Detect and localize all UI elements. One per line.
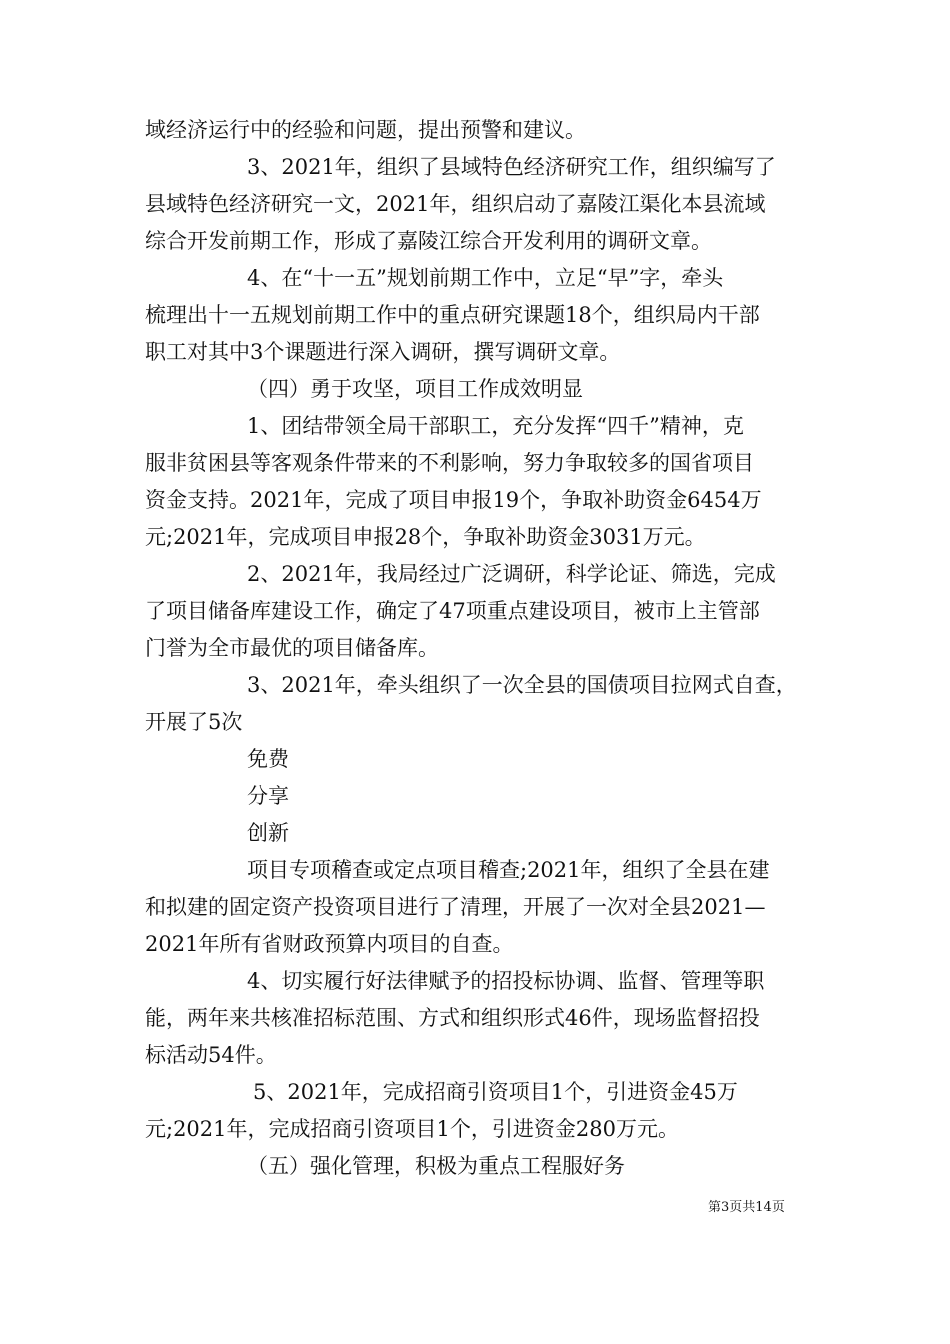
text-line: 能，两年来共核准招标范围、方式和组织形式46件，现场监督招投: [145, 1006, 760, 1030]
text-line: 职工对其中3个课题进行深入调研，撰写调研文章。: [145, 340, 621, 364]
text-line: 梳理出十一五规划前期工作中的重点研究课题18个，组织局内干部: [145, 303, 760, 327]
document-body: [145, 112, 815, 1185]
text-line: 县域特色经济研究一文，2021年，组织启动了嘉陵江渠化本县流域: [145, 192, 766, 216]
text-line: 4、切实履行好法律赋予的招投标协调、监督、管理等职: [247, 969, 765, 993]
text-line: 2、2021年，我局经过广泛调研，科学论证、筛选，完成: [247, 562, 776, 586]
text-line: 开展了5次: [145, 710, 243, 734]
text-line: 和拟建的固定资产投资项目进行了清理，开展了一次对全县2021—: [145, 895, 766, 919]
text-line: 项目专项稽查或定点项目稽查;2021年，组织了全县在建: [247, 858, 770, 882]
text-line: 资金支持。2021年，完成了项目申报19个，争取补助资金6454万: [145, 488, 762, 512]
section-heading: （五）强化管理，积极为重点工程服好务: [247, 1154, 625, 1178]
text-line: 元;2021年，完成招商引资项目1个，引进资金280万元。: [145, 1117, 679, 1141]
page-footer: 第3页共14页: [708, 1200, 785, 1215]
text-line: 4、在“十一五”规划前期工作中，立足“早”字，牵头: [247, 266, 724, 290]
text-line: 门誉为全市最优的项目储备库。: [145, 636, 439, 660]
text-line: 标活动54件。: [145, 1043, 277, 1067]
text-line: 创新: [247, 821, 289, 845]
text-line: 服非贫困县等客观条件带来的不利影响，努力争取较多的国省项目: [145, 451, 754, 475]
text-line: 了项目储备库建设工作，确定了47项重点建设项目，被市上主管部: [145, 599, 760, 623]
text-line: 5、2021年，完成招商引资项目1个，引进资金45万: [253, 1080, 738, 1104]
text-line: 分享: [247, 784, 289, 808]
text-line: 元;2021年，完成项目申报28个，争取补助资金3031万元。: [145, 525, 706, 549]
text-line: 1、团结带领全局干部职工，充分发挥“四千”精神，克: [247, 414, 744, 438]
text-line: 免费: [247, 747, 289, 771]
text-line: 综合开发前期工作，形成了嘉陵江综合开发利用的调研文章。: [145, 229, 712, 253]
section-heading: （四）勇于攻坚，项目工作成效明显: [247, 377, 583, 401]
text-line: 3、2021年，组织了县域特色经济研究工作，组织编写了: [247, 155, 776, 179]
text-line: 2021年所有省财政预算内项目的自查。: [145, 932, 514, 956]
text-line: 域经济运行中的经验和问题，提出预警和建议。: [145, 118, 586, 142]
text-line: 3、2021年，牵头组织了一次全县的国债项目拉网式自查，: [247, 673, 797, 697]
